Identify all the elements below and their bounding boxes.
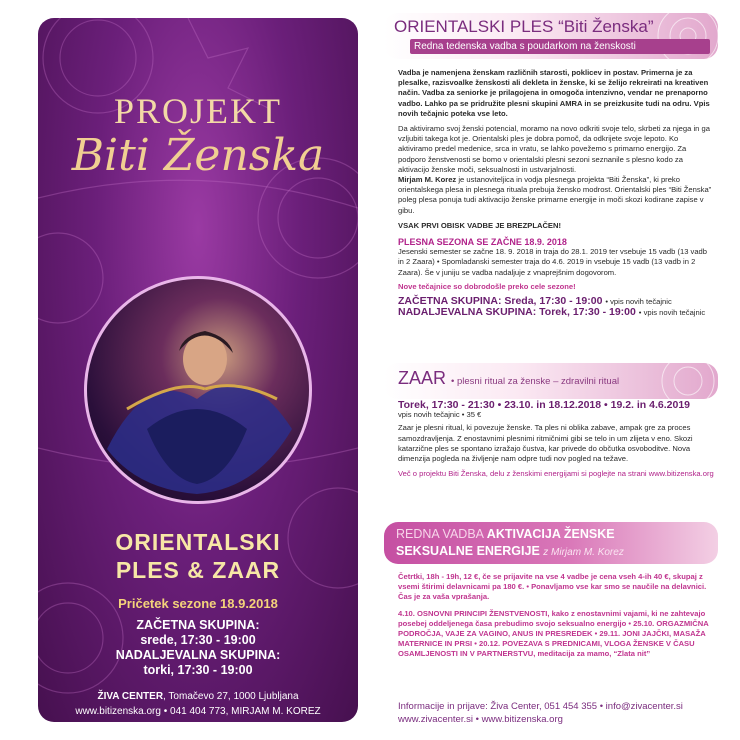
- brand-name: ŽIVA CENTER: [97, 691, 164, 702]
- zaar-dates-note: vpis novih tečajnic • 35 €: [398, 410, 482, 420]
- workshops-text: 4.10. OSNOVNI PRINCIPI ŽENSTVENOSTI, kako z enostavnimi vajami, ki ne zahtevajo posebej oddeljenega časa prebudimo svojo seksualno energijo • 25.10. ORGAZMIČNA PODROČJA, VAJE ZA VAGINO, ANUS IN PRESREDEK • 29.11. JONI JAJČKI, MASAŽA MATERNICE IN PRSI • 20.12. POVEZAVA S PREDNICAMI, VLOGA ŽENSKE V ČASU OSAMLJENOSTI IN V PARTNERSTVU, meditacija za mamo, “Zlata nit”: [398, 608, 709, 659]
- section2-title: ZAAR • plesni ritual za ženske – zdravilni ritual: [398, 368, 620, 388]
- welcome-text: Nove tečajnice so dobrodošle preko cele sezone!: [398, 281, 576, 291]
- season-heading: PLESNA SEZONA SE ZAČNE 18.9. 2018: [398, 237, 567, 248]
- title-line1: ORIENTALSKI: [115, 529, 281, 555]
- section2-banner: [384, 363, 718, 399]
- section1-body: [398, 68, 714, 318]
- info-contact[interactable]: Informacije in prijave: Živa Center, 051 454 355 • info@zivacenter.si: [398, 701, 683, 712]
- section3-title-line2: SEKSUALNE ENERGIJE z Mirjam M. Korez: [396, 544, 624, 558]
- orientalski-title: [38, 528, 358, 584]
- project-title: PROJEKT: [113, 91, 283, 131]
- section1-banner: [384, 13, 718, 59]
- left-footer: [38, 689, 358, 719]
- contact-line: www.bitizenska.org • 041 404 773, MIRJAM M. KOREZ: [75, 706, 321, 717]
- website-links[interactable]: www.zivacenter.si • www.bitizenska.org: [398, 714, 563, 725]
- para2-text: Mirjam M. Korez je ustanoviteljica in vodja plesnega projekta “Biti Ženska”, ki preko orientalskega plesa in plesnega rituala prebuja žensko modrost. Orientalski ples “Biti Ženska” poleg plesa ponuja tudi aktivacijo ženske primarne energije in moči skozi kodirane zapise v gibu.: [398, 175, 712, 215]
- address: , Tomačevo 27, 1000 Ljubljana: [163, 691, 299, 702]
- para1-text: Da aktiviramo svoj ženski potencial, moramo na novo odkriti svoje telo, skrbeti za njega in ga vzljubiti takega kot je. Orientalski ples je dobra pomoč, da odkrijete svoje lepoto. Ko aktiviramo predel medenice, srca in vratu, se lahko povežemo s primarno energijo. Za podporo ženstvenosti se bomo v orientalski plesni sezoni seznanile s plesno kodo za aktivacijo ženske moči, seksualnosti in ustvarjalnosti.: [398, 124, 710, 174]
- section1-subtitle: Redna tedenska vadba s poudarkom na ženskosti: [410, 39, 710, 54]
- pricing-text: Četrtki, 18h - 19h, 12 €, če se prijavite na vse 4 vadbe je cena vseh 4-ih 40 €, skupaj z vsemi štirimi delavnicami pa 180 €. • Ponavljamo vse kar smo se naučile na delavnici. Čas je za vaša vprašanja.: [398, 572, 707, 602]
- season-text: Jesenski semester se začne 18. 9. 2018 in traja do 28.1. 2019 ter vsebuje 15 vadb (13 vadb in 2 Zaara) • Spomladanski semester traja do 4.6. 2019 in vsebuje 15 vadb (13 vadb in 2 Zaara). Še v juniju se vadba nadaljuje z vnaprejšnim dogovorom.: [398, 247, 708, 277]
- group2-label: NADALJEVALNA SKUPINA:: [115, 648, 281, 662]
- title-line2: PLES & ZAAR: [115, 557, 281, 583]
- section3-body: [398, 572, 714, 660]
- section2-body: [398, 400, 714, 479]
- zaar-dates: Torek, 17:30 - 21:30 • 23.10. in 18.12.2018 • 19.2. in 4.6.2019: [398, 399, 691, 411]
- section3-banner: [384, 522, 718, 564]
- dancer-photo: [84, 276, 312, 504]
- group1-line: ZAČETNA SKUPINA: Sreda, 17:30 - 19:00 • vpis novih tečajnic: [398, 295, 672, 308]
- group1-label: ZAČETNA SKUPINA:: [136, 618, 260, 632]
- season-start: Pričetek sezone 18.9.2018: [118, 596, 278, 611]
- section3-title-line1: REDNA VADBA AKTIVACIJA ŽENSKE: [396, 527, 615, 541]
- free-visit-text: VSAK PRVI OBISK VADBE JE BREZPLAČEN!: [398, 220, 562, 230]
- group2-line: NADALJEVALNA SKUPINA: Torek, 17:30 - 19:00 • vpis novih tečajnic: [398, 306, 706, 319]
- group1-time: srede, 17:30 - 19:00: [140, 633, 256, 647]
- group2-time: torki, 17:30 - 19:00: [143, 663, 253, 677]
- intro-text: Vadba je namenjena ženskam različnih starosti, poklicev in postav. Primerna je za plesalke, razisvoalke ženskosti ali dekleta in ženske, ki se želijo rekreirati na kreativen način. Vadba za seniorke je prilagojena in omogoča intenzivno, vendar ne prenaporno vadbo. Lahko pa se pridružite plesni skupini AMRA in se preizkusite tudi na odru. Vpis novih tečajnic poteka vse leto.: [398, 68, 710, 118]
- left-poster-panel: [38, 18, 358, 722]
- more-info-link[interactable]: Več o projektu Biti Ženska, delu z ženskimi energijami si poglejte na strani www.bitizenska.org: [398, 469, 714, 479]
- right-footer: [398, 700, 718, 726]
- project-script-title: Biti Ženska: [71, 130, 325, 181]
- section1-title: ORIENTALSKI PLES “Biti Ženska”: [394, 17, 654, 36]
- zaar-text: Zaar je plesni ritual, ki povezuje ženske. Ta ples ni oblika zabave, ampak gre za proces samozdravljenja. Z enostavnimi plesnimi ritmičnimi gibi se telo in um zlijeta v eno. Skozi katarzične ples se spontano izražajo čustva, kar privede do občutka osvoboditve. Nova dimenzija pogleda na življenje nam odpre tudi nov pogled na težave.: [398, 423, 693, 464]
